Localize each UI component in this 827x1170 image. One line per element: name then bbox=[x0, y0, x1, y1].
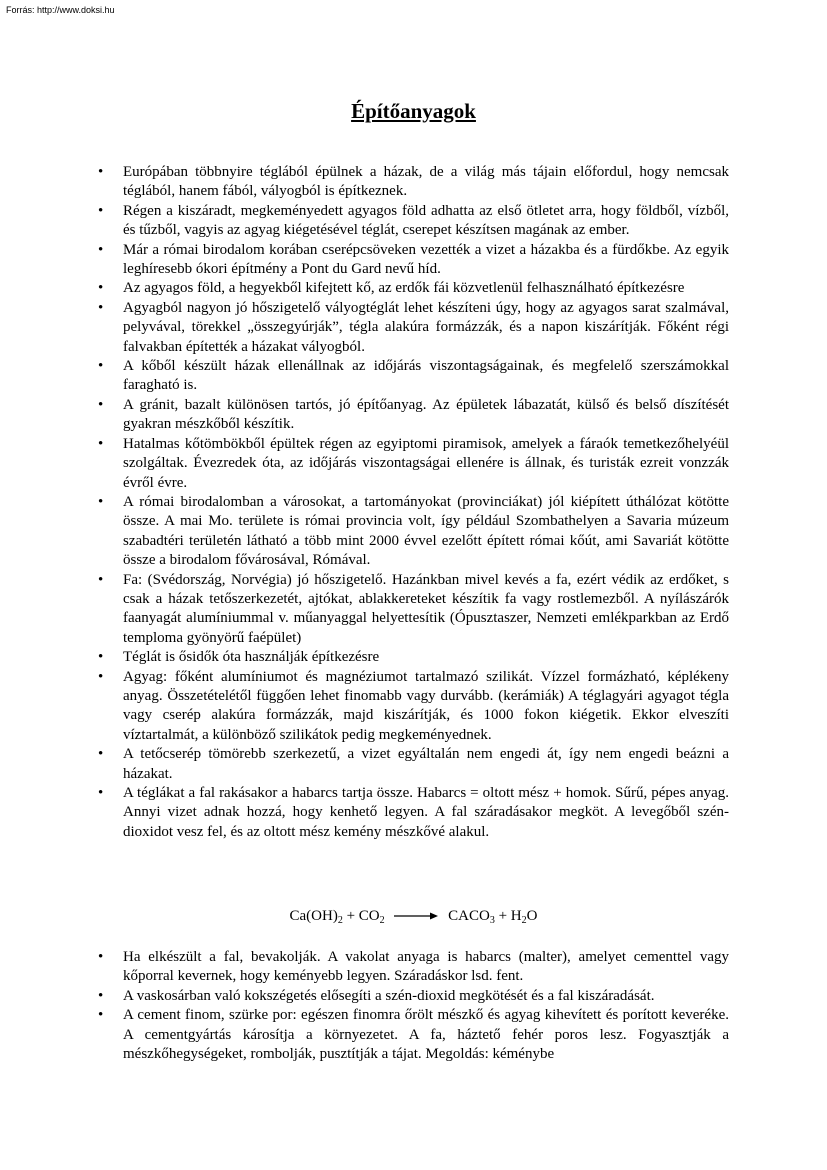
equation-subscript: 2 bbox=[337, 915, 343, 926]
reaction-arrow-icon bbox=[394, 911, 438, 921]
list-item: • Már a római birodalom korában cserépcsöveken vezették a vizet a házakba és a fürdőkbe. Az egyik leghíresebb ókori építmény a Pont du Gard nevű híd. bbox=[0, 241, 827, 280]
list-item: • A cement finom, szürke por: egészen finomra őrölt mészkő és agyag kihevített és porított keveréke. A cementgyártás károsítja a környezetet. A fa, háztető fehér poros lesz. Fogyasztják a mészkőhegységeket, rombolják, pusztítják a tájat. Megoldás: kéménybe bbox=[0, 1006, 827, 1064]
equation-product: O bbox=[526, 908, 538, 924]
equation-subscript: 3 bbox=[489, 915, 495, 926]
equation-reactant: Ca(OH) bbox=[289, 908, 338, 924]
list-item: • Agyagból nagyon jó hőszigetelő vályogtéglát lehet készíteni úgy, hogy az agyagos sarat szalmával, pelyvával, törekkel „összegyúrják”, tégla alakúra formázzák, és a napon kiszárítják. Főként régi falvakban építették a házakat vályogból. bbox=[0, 299, 827, 357]
list-item: • A gránit, bazalt különösen tartós, jó építőanyag. Az épületek lábazatát, külső és belső díszítését gyakran mészkőből készítik. bbox=[0, 396, 827, 435]
list-item: • A téglákat a fal rakásakor a habarcs tartja össze. Habarcs = oltott mész + homok. Sűrű, pépes anyag. Annyi vizet adnak hozzá, hogy kenhető legyen. A fal száradásakor megköt. A levegőből szén-dioxidot vesz fel, és az oltott mész kemény mészkővé alakul. bbox=[0, 784, 827, 842]
list-item: • Az agyagos föld, a hegyekből kifejtett kő, az erdők fái közvetlenül felhasználható építkezésre bbox=[0, 279, 827, 298]
list-item: • Ha elkészült a fal, bevakolják. A vakolat anyaga is habarcs (malter), amelyet cementtel vagy kőporral kevernek, hogy keményebb legyen. Száradáskor lsd. fent. bbox=[0, 948, 827, 987]
page-title: Építőanyagok bbox=[351, 99, 476, 123]
list-item: • Európában többnyire téglából épülnek a házak, de a világ más tájain előfordul, hogy nemcsak téglából, hanem fából, vályogból is építkeznek. bbox=[0, 163, 827, 202]
equation-subscript: 2 bbox=[521, 915, 527, 926]
list-item: • A kőből készült házak ellenállnak az időjárás viszontagságainak, és megfelelő szerszámokkal faragható is. bbox=[0, 357, 827, 396]
list-item: • Hatalmas kőtömbökből épültek régen az egyiptomi piramisok, amelyek a fáraók temetkezőhelyéül szolgáltak. Évezredek óta, az időjárás viszontagságai ellenére is állnak, és turisták ezreit vonzzák évről évre. bbox=[0, 435, 827, 493]
list-item: • A vaskosárban való kokszégetés elősegíti a szén-dioxid megkötését és a fal kiszáradását. bbox=[0, 987, 827, 1006]
bullet-list bbox=[0, 163, 827, 842]
list-item: • Fa: (Svédország, Norvégia) jó hőszigetelő. Hazánkban mivel kevés a fa, ezért védik az erdőket, s csak a házak tetőszerkezetét, ajtókat, ablakkereteket készítik fa vagy rostlemezből. A nyílászárók faanyagát alumíniummal v. műanyaggal helyettesítik (Ópusztaszer, Nemzeti emlékparkban az Erdő temploma gyönyörű faépület) bbox=[0, 571, 827, 649]
bullet-list-continued bbox=[0, 948, 827, 1064]
equation-product: + H bbox=[494, 908, 522, 924]
equation-subscript: 2 bbox=[379, 915, 385, 926]
equation-reactant: + CO bbox=[342, 908, 380, 924]
source-note: Forrás: http://www.doksi.hu bbox=[6, 5, 115, 15]
list-item: • Téglát is ősidők óta használják építkezésre bbox=[0, 648, 827, 667]
list-item: • Agyag: főként alumíniumot és magnéziumot tartalmazó szilikát. Vízzel formázható, képlékeny anyag. Összetételétől függően lehet finomabb vagy durvább. (kerámiák) A téglagyári agyagot tégla vagy cserép alakúra formázzák, majd kiszárítják, és 1000 fokon kiégetik. Ekkor elveszíti víztartalmát, a különböző szilikátok pedig megkeményednek. bbox=[0, 668, 827, 746]
list-item: • A tetőcserép tömörebb szerkezetű, a vizet egyáltalán nem engedi át, így nem engedi beázni a házakat. bbox=[0, 745, 827, 784]
list-item: • Régen a kiszáradt, megkeményedett agyagos föld adhatta az első ötletet arra, hogy földből, vízből, és tűzből, vagyis az agyag kiégetésével téglát, cserepet készítsen magának az ember. bbox=[0, 202, 827, 241]
equation-product: CACO bbox=[448, 908, 490, 924]
list-item: • A római birodalomban a városokat, a tartományokat (provinciákat) jól kiépített úthálózat kötötte össze. A mai Mo. területe is római provincia volt, így például Szombathelyen a Savaria múzeum szabadtéri területén látható a több mint 2000 évvel ezelőtt épített római kőút, ami Savariát kötötte össze a birodalom fővárosával, Rómával. bbox=[0, 493, 827, 571]
chemical-equation bbox=[0, 906, 827, 926]
